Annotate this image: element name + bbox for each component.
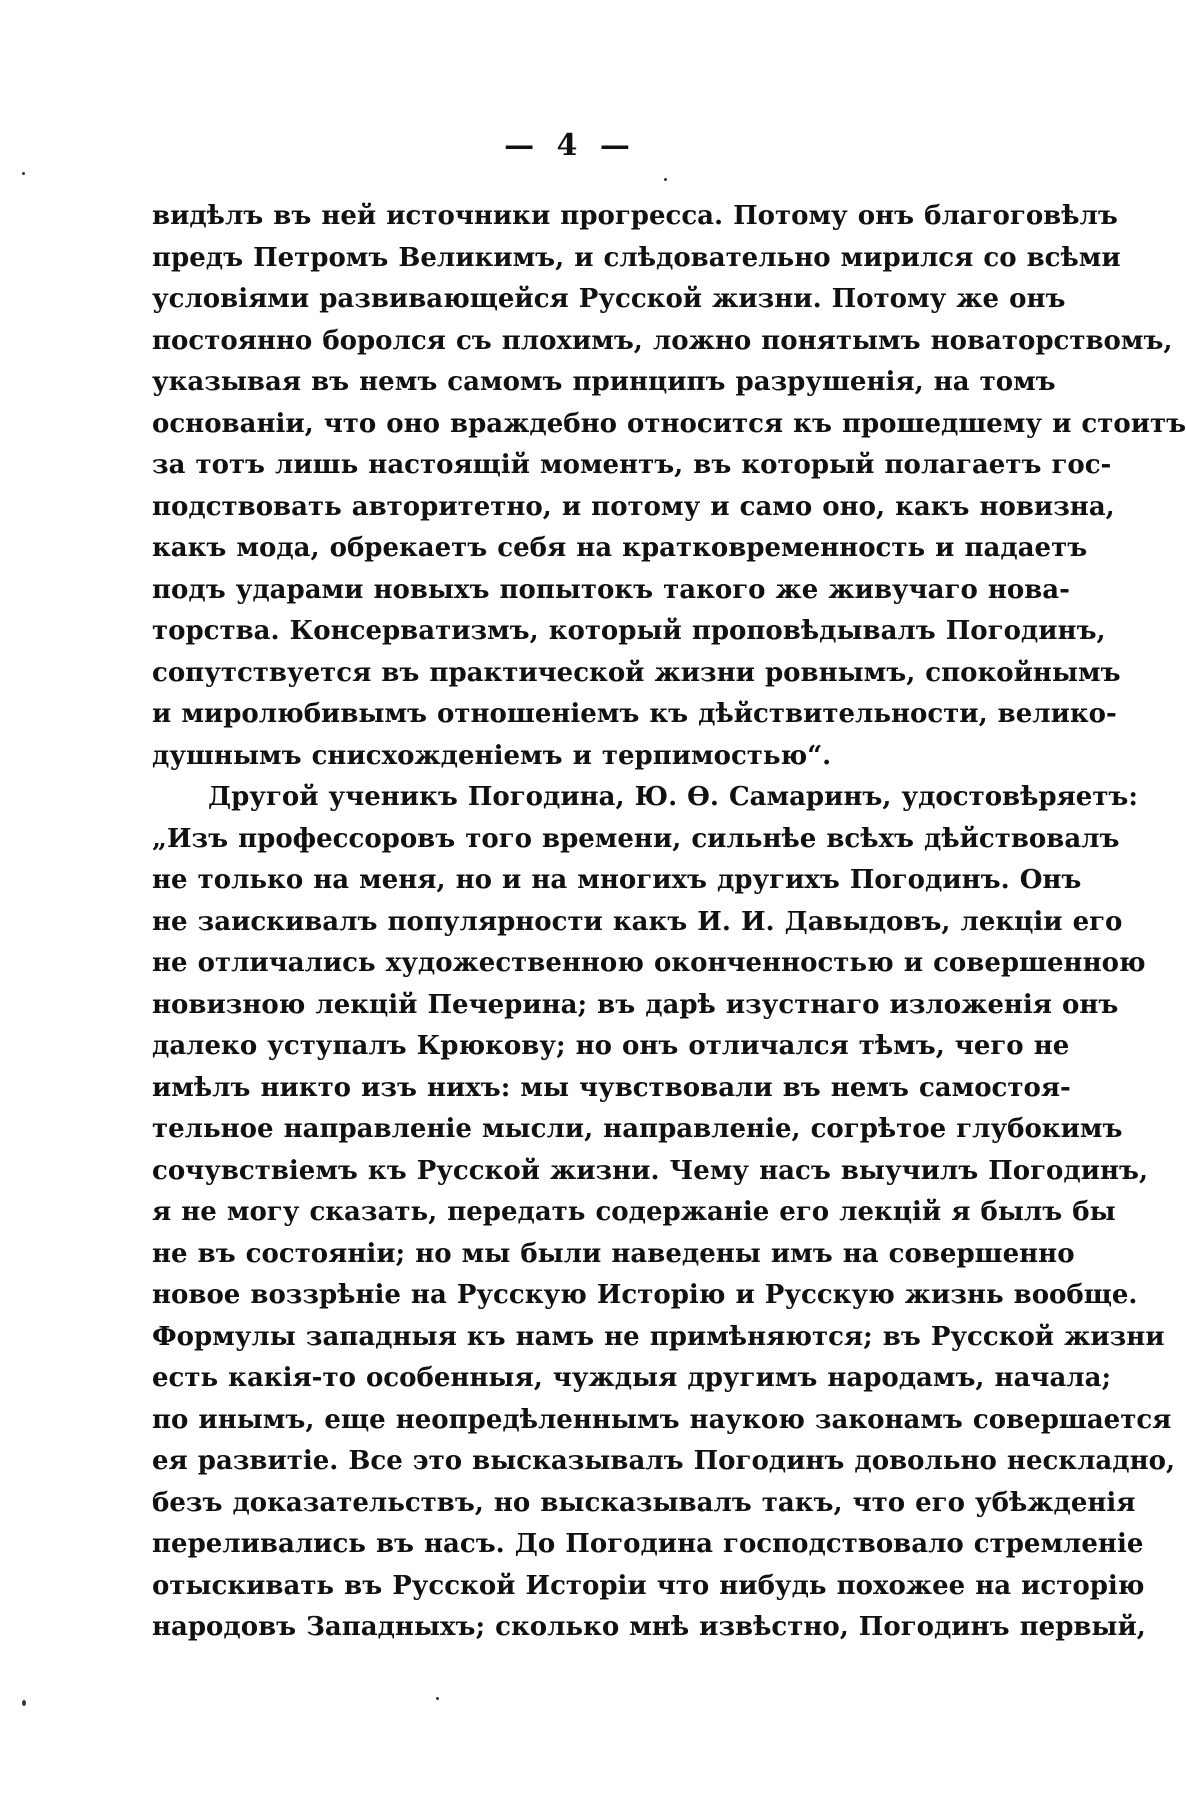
- text-line: видѣлъ въ ней источники прогресса. Потому онъ благоговѣлъ: [152, 201, 1118, 231]
- text-line: переливались въ насъ. До Погодина господствовало стремленіе: [152, 1529, 1144, 1559]
- paragraph-2: [152, 777, 1176, 1649]
- text-line: отыскивать въ Русской Исторіи что нибудь похожее на исторію: [152, 1570, 1145, 1601]
- body-text: [152, 196, 1186, 1649]
- paragraph-1: [152, 196, 1186, 777]
- text-line: далеко уступалъ Крюкову; но онъ отличался тѣмъ, чего не: [152, 1031, 1070, 1061]
- text-line: по инымъ, еще неопредѣленнымъ наукою законамъ совершается: [152, 1404, 1172, 1435]
- scan-speck: [22, 1700, 26, 1706]
- text-line: не заискивалъ популярности какъ И. И. Давыдовъ, лекціи его: [152, 906, 1123, 937]
- text-line: какъ мода, обрекаетъ себя на кратковременность и падаетъ: [152, 533, 1088, 563]
- text-line: не въ состояніи; но мы были наведены имъ на совершенно: [152, 1238, 1075, 1269]
- text-line: душнымъ снисхожденіемъ и терпимостью“.: [152, 740, 832, 771]
- text-line: сопутствуется въ практической жизни ровнымъ, спокойнымъ: [152, 657, 1121, 688]
- text-line: постоянно боролся съ плохимъ, ложно понятымъ новаторствомъ,: [152, 325, 1173, 356]
- scan-speck: [22, 172, 25, 175]
- text-line: тельное направленіе мысли, направленіе, согрѣтое глубокимъ: [152, 1114, 1123, 1144]
- text-line: предъ Петромъ Великимъ, и слѣдовательно мирился со всѣми: [152, 242, 1121, 273]
- text-line: новое воззрѣніе на Русскую Исторію и Русскую жизнь вообще.: [152, 1280, 1138, 1310]
- text-line: сочувствіемъ къ Русской жизни. Чему насъ выучилъ Погодинъ,: [152, 1155, 1149, 1186]
- text-line: „Изъ профессоровъ того времени, сильнѣе всѣхъ дѣйствовалъ: [152, 823, 1120, 854]
- page-number: — 4 —: [504, 128, 636, 163]
- text-line: Другой ученикъ Погодина, Ю. Ѳ. Самаринъ, удостовѣряетъ:: [208, 782, 1138, 812]
- text-line: условіями развивающейся Русской жизни. Потому же онъ: [152, 284, 1066, 314]
- text-line: новизною лекцій Печерина; въ дарѣ изустнаго изложенія онъ: [152, 989, 1119, 1020]
- text-line: Формулы западныя къ намъ не примѣняются; въ Русской жизни: [152, 1321, 1165, 1352]
- text-line: подъ ударами новыхъ попытокъ такого же живучаго нова-: [152, 574, 1070, 605]
- text-line: за тотъ лишь настоящій моментъ, въ который полагаетъ гос-: [152, 450, 1112, 480]
- text-line: и миролюбивымъ отношеніемъ къ дѣйствительности, велико-: [152, 699, 1117, 729]
- text-line: я не могу сказать, передать содержаніе его лекцій я былъ бы: [152, 1197, 1116, 1227]
- text-line: ея развитіе. Все это высказывалъ Погодинъ довольно нескладно,: [152, 1446, 1176, 1476]
- text-line: основаніи, что оно враждебно относится къ прошедшему и стоитъ: [152, 408, 1186, 439]
- text-line: подствовать авторитетно, и потому и само оно, какъ новизна,: [152, 491, 1115, 522]
- scan-speck: [664, 178, 667, 181]
- text-line: указывая въ немъ самомъ принципъ разрушенія, на томъ: [152, 367, 1056, 397]
- text-line: есть какія-то особенныя, чуждыя другимъ народамъ, начала;: [152, 1363, 1112, 1393]
- text-line: безъ доказательствъ, но высказывалъ такъ, что его убѣжденія: [152, 1487, 1136, 1518]
- text-line: народовъ Западныхъ; сколько мнѣ извѣстно, Погодинъ первый,: [152, 1612, 1146, 1642]
- text-line: имѣлъ никто изъ нихъ: мы чувствовали въ немъ самостоя-: [152, 1072, 1071, 1103]
- scan-speck: [436, 1697, 439, 1700]
- text-line: не только на меня, но и на многихъ другихъ Погодинъ. Онъ: [152, 865, 1082, 895]
- text-line: торства. Консерватизмъ, который проповѣдывалъ Погодинъ,: [152, 616, 1106, 646]
- text-line: не отличались художественною оконченностью и совершенною: [152, 948, 1146, 978]
